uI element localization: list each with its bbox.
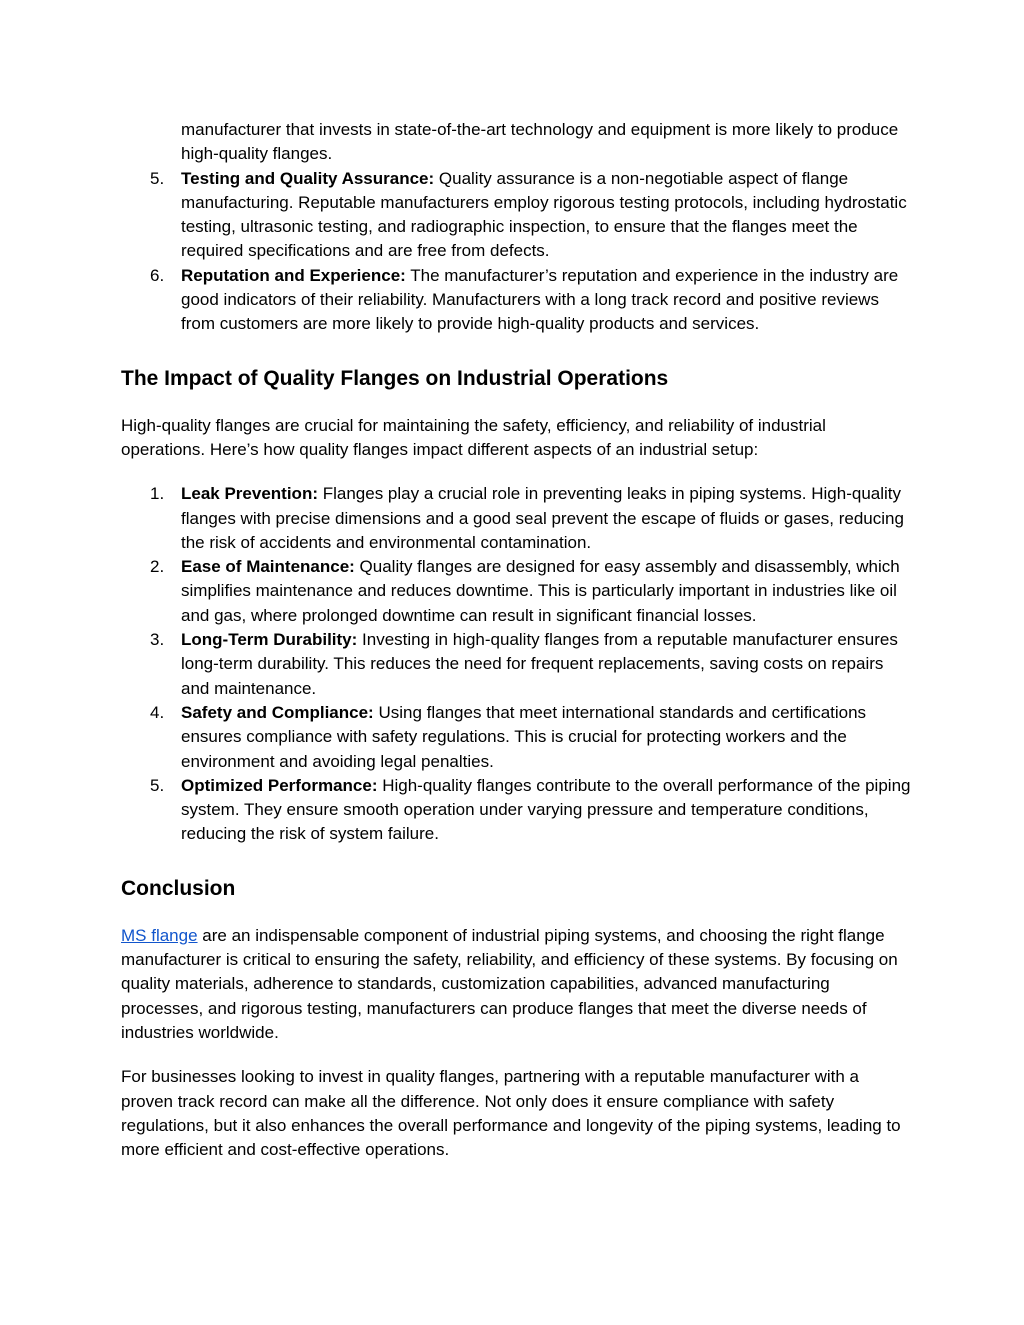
list-item	[121, 482, 911, 555]
criteria-list	[121, 167, 911, 337]
list-item	[121, 555, 911, 628]
list-item-text: Investing in high-quality flanges from a reputable manufacturer ensures long-term durability. This reduces the need for frequent replacements, saving costs on repairs and maintenance.	[181, 630, 898, 698]
list-item-term: Leak Prevention:	[181, 484, 318, 504]
list-number: 2.	[150, 557, 165, 577]
list-item-continuation: manufacturer that invests in state-of-the-art technology and equipment is more likely to produce high-quality flanges.	[181, 120, 899, 164]
conclusion-paragraph-text: are an indispensable component of industrial piping systems, and choosing the right flange manufacturer is critical to ensuring the safety, reliability, and efficiency of these systems. By focusing on quality materials, adherence to standards, customization capabilities, advanced manufacturing processes, and rigorous testing, manufacturers can produce flanges that meet the diverse needs of industries worldwide.	[121, 925, 898, 1042]
list-number: 1.	[150, 484, 165, 504]
list-number: 5.	[150, 775, 165, 795]
list-item-text: Quality flanges are designed for easy assembly and disassembly, which simplifies maintenance and reduces downtime. This is particularly important in industries like oil and gas, where prolonged downtime can result in significant financial losses.	[181, 557, 900, 625]
list-item-text: Using flanges that meet international standards and certifications ensures compliance with safety regulations. This is crucial for protecting workers and the environment and avoiding legal penalties.	[181, 702, 867, 771]
list-item-term: Testing and Quality Assurance:	[181, 168, 435, 188]
closing-paragraph: For businesses looking to invest in quality flanges, partnering with a reputable manufacturer with a proven track record can make all the difference. Not only does it ensure compliance with safety regulations, but it also enhances the overall performance and longevity of the piping systems, leading to more efficient and cost-effective operations.	[121, 1067, 901, 1160]
list-item-text: Quality assurance is a non-negotiable aspect of flange manufacturing. Reputable manufacturers employ rigorous testing protocols, including hydrostatic testing, ultrasonic testing, and radiographic inspection, to ensure that the flanges meet the required specifications and are free from defects.	[181, 168, 907, 261]
document-page	[121, 118, 911, 1162]
list-number: 6.	[150, 265, 165, 285]
list-item	[121, 264, 911, 337]
list-item-text: High-quality flanges contribute to the overall performance of the piping system. They ensure smooth operation under varying pressure and temperature conditions, reducing the risk of system failure.	[181, 775, 911, 844]
list-item-term: Long-Term Durability:	[181, 630, 358, 650]
section-heading-impact: The Impact of Quality Flanges on Industrial Operations	[121, 366, 669, 390]
list-item-text: Flanges play a crucial role in preventing leaks in piping systems. High-quality flanges with precise dimensions and a good seal prevent the escape of fluids or gases, reducing the risk of accidents and environmental contamination.	[181, 484, 904, 552]
section-heading-conclusion: Conclusion	[121, 876, 236, 900]
list-item	[121, 628, 911, 701]
list-number: 4.	[150, 702, 165, 722]
list-item-term: Reputation and Experience:	[181, 265, 406, 285]
list-item-term: Ease of Maintenance:	[181, 557, 355, 577]
conclusion-paragraph	[121, 924, 911, 1045]
list-item	[121, 774, 911, 847]
list-number: 5.	[150, 168, 165, 188]
list-item-text: The manufacturer’s reputation and experience in the industry are good indicators of their reliability. Manufacturers with a long track record and positive reviews from customers are more likely to provide high-quality products and services.	[181, 265, 899, 334]
list-item-term: Optimized Performance:	[181, 775, 378, 795]
list-item	[121, 701, 911, 774]
list-item	[121, 167, 911, 264]
impact-list	[121, 482, 911, 846]
list-item-term: Safety and Compliance:	[181, 702, 374, 722]
list-number: 3.	[150, 630, 165, 650]
ms-flange-link[interactable]: MS flange	[121, 925, 198, 945]
section-intro-paragraph: High-quality flanges are crucial for maintaining the safety, efficiency, and reliability of industrial operations. Here’s how quality flanges impact different aspects of an industrial setup:	[121, 415, 826, 459]
